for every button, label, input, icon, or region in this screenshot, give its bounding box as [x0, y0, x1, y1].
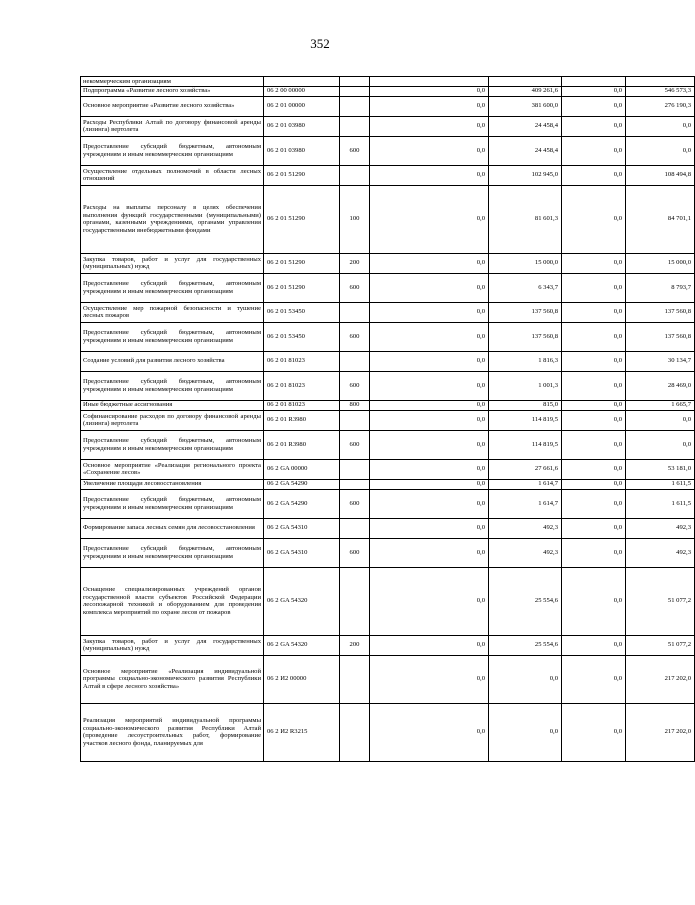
row-expense-type-cell: 600	[340, 136, 370, 165]
row-value-b-cell: 102 945,0	[489, 165, 562, 185]
row-value-b-cell: 27 661,6	[489, 459, 562, 479]
row-value-a-cell: 0,0	[370, 322, 489, 351]
table-row	[81, 136, 695, 165]
table-row	[81, 302, 695, 322]
row-code-cell: 06 2 GA 00000	[264, 459, 340, 479]
row-value-a-cell: 0,0	[370, 253, 489, 273]
row-value-d-cell: 108 494,8	[626, 165, 695, 185]
table-row	[81, 567, 695, 635]
row-value-b-cell: 24 458,4	[489, 116, 562, 136]
row-value-b-cell: 492,3	[489, 518, 562, 538]
row-value-b-cell: 1 816,3	[489, 351, 562, 371]
table-row	[81, 400, 695, 410]
row-name-cell: Предоставление субсидий бюджетным, автономным учреждениям и иным некоммерческим организациям	[81, 136, 264, 165]
row-code-cell: 06 2 01 81023	[264, 400, 340, 410]
row-value-b-cell: 114 819,5	[489, 430, 562, 459]
row-value-c-cell: 0,0	[562, 538, 626, 567]
row-value-d-cell: 51 077,2	[626, 635, 695, 655]
row-value-b-cell: 25 554,6	[489, 635, 562, 655]
row-value-c-cell: 0,0	[562, 655, 626, 703]
table-row	[81, 96, 695, 116]
table-row	[81, 703, 695, 761]
row-code-cell: 06 2 01 51290	[264, 253, 340, 273]
row-name-cell: Предоставление субсидий бюджетным, автономным учреждениям и иным некоммерческим организациям	[81, 273, 264, 302]
row-value-c-cell: 0,0	[562, 489, 626, 518]
row-value-a-cell: 0,0	[370, 371, 489, 400]
row-value-d-cell: 217 202,0	[626, 655, 695, 703]
row-code-cell: 06 2 01 R3980	[264, 430, 340, 459]
table-row	[81, 351, 695, 371]
row-name-cell: Расходы Республики Алтай по договору финансовой аренды (лизинга) вертолета	[81, 116, 264, 136]
table-row	[81, 185, 695, 253]
row-value-d-cell	[626, 77, 695, 87]
row-expense-type-cell	[340, 77, 370, 87]
row-name-cell: Предоставление субсидий бюджетным, автономным учреждениям и иным некоммерческим организациям	[81, 371, 264, 400]
row-value-d-cell: 276 190,3	[626, 96, 695, 116]
row-value-a-cell: 0,0	[370, 86, 489, 96]
row-expense-type-cell: 600	[340, 430, 370, 459]
row-value-c-cell: 0,0	[562, 635, 626, 655]
row-value-a-cell: 0,0	[370, 302, 489, 322]
row-expense-type-cell	[340, 116, 370, 136]
row-name-cell: Предоставление субсидий бюджетным, автономным учреждениям и иным некоммерческим организациям	[81, 430, 264, 459]
row-value-c-cell: 0,0	[562, 96, 626, 116]
row-expense-type-cell	[340, 459, 370, 479]
row-value-a-cell: 0,0	[370, 703, 489, 761]
row-code-cell: 06 2 И2 R3215	[264, 703, 340, 761]
row-value-d-cell: 84 701,1	[626, 185, 695, 253]
row-expense-type-cell: 600	[340, 489, 370, 518]
row-value-d-cell: 217 202,0	[626, 703, 695, 761]
table-row	[81, 459, 695, 479]
page-number: 352	[310, 36, 330, 51]
row-expense-type-cell: 800	[340, 400, 370, 410]
row-value-b-cell: 0,0	[489, 655, 562, 703]
row-value-a-cell: 0,0	[370, 116, 489, 136]
row-code-cell: 06 2 01 53450	[264, 302, 340, 322]
row-value-d-cell: 492,3	[626, 538, 695, 567]
row-expense-type-cell: 600	[340, 322, 370, 351]
row-name-cell: Формирование запаса лесных семян для лесовосстановления	[81, 518, 264, 538]
table-row	[81, 489, 695, 518]
row-value-a-cell: 0,0	[370, 655, 489, 703]
row-value-d-cell: 1 611,5	[626, 479, 695, 489]
row-value-d-cell: 1 611,5	[626, 489, 695, 518]
row-expense-type-cell	[340, 655, 370, 703]
row-value-d-cell: 0,0	[626, 116, 695, 136]
row-value-b-cell: 137 560,8	[489, 302, 562, 322]
row-value-c-cell: 0,0	[562, 430, 626, 459]
row-value-c-cell: 0,0	[562, 253, 626, 273]
table-row	[81, 655, 695, 703]
table-row	[81, 518, 695, 538]
table-row	[81, 86, 695, 96]
row-value-b-cell: 1 001,3	[489, 371, 562, 400]
row-value-b-cell: 1 614,7	[489, 479, 562, 489]
row-value-d-cell: 0,0	[626, 136, 695, 165]
row-name-cell: Основное мероприятие «Развитие лесного хозяйства»	[81, 96, 264, 116]
row-value-b-cell: 492,3	[489, 538, 562, 567]
row-value-a-cell	[370, 77, 489, 87]
row-expense-type-cell	[340, 302, 370, 322]
row-code-cell: 06 2 GA 54290	[264, 489, 340, 518]
row-code-cell: 06 2 00 00000	[264, 86, 340, 96]
row-expense-type-cell: 200	[340, 635, 370, 655]
row-code-cell: 06 2 GA 54310	[264, 538, 340, 567]
table-row	[81, 322, 695, 351]
table-row	[81, 165, 695, 185]
row-name-cell: Расходы на выплаты персоналу в целях обеспечения выполнения функций государственными (муниципальными) органами, казенными учреждениями, органами управления государственными внебюджетными фондами	[81, 185, 264, 253]
row-value-d-cell: 51 077,2	[626, 567, 695, 635]
row-value-d-cell: 28 469,0	[626, 371, 695, 400]
row-value-c-cell: 0,0	[562, 322, 626, 351]
row-code-cell: 06 2 GA 54320	[264, 635, 340, 655]
row-value-a-cell: 0,0	[370, 136, 489, 165]
row-value-d-cell: 53 181,0	[626, 459, 695, 479]
row-code-cell: 06 2 И2 00000	[264, 655, 340, 703]
row-value-c-cell: 0,0	[562, 400, 626, 410]
table-row	[81, 253, 695, 273]
row-name-cell: Предоставление субсидий бюджетным, автономным учреждениям и иным некоммерческим организациям	[81, 538, 264, 567]
row-value-c-cell: 0,0	[562, 116, 626, 136]
row-name-cell: Закупка товаров, работ и услуг для государственных (муниципальных) нужд	[81, 635, 264, 655]
row-value-c-cell: 0,0	[562, 479, 626, 489]
row-value-c-cell: 0,0	[562, 86, 626, 96]
row-expense-type-cell	[340, 86, 370, 96]
row-name-cell: Осуществление отдельных полномочий в области лесных отношений	[81, 165, 264, 185]
row-code-cell: 06 2 01 00000	[264, 96, 340, 116]
row-value-b-cell: 137 560,8	[489, 322, 562, 351]
row-name-cell: Увеличение площади лесовосстановления	[81, 479, 264, 489]
row-expense-type-cell	[340, 703, 370, 761]
row-value-b-cell: 15 000,0	[489, 253, 562, 273]
row-value-a-cell: 0,0	[370, 430, 489, 459]
row-code-cell: 06 2 01 81023	[264, 351, 340, 371]
row-value-c-cell: 0,0	[562, 459, 626, 479]
row-code-cell: 06 2 01 53450	[264, 322, 340, 351]
row-value-d-cell: 8 793,7	[626, 273, 695, 302]
row-code-cell: 06 2 01 51290	[264, 185, 340, 253]
row-code-cell: 06 2 01 51290	[264, 165, 340, 185]
row-value-b-cell: 815,0	[489, 400, 562, 410]
row-expense-type-cell	[340, 410, 370, 430]
row-value-a-cell: 0,0	[370, 479, 489, 489]
table-row	[81, 77, 695, 87]
row-value-c-cell: 0,0	[562, 371, 626, 400]
row-value-a-cell: 0,0	[370, 567, 489, 635]
row-value-a-cell: 0,0	[370, 518, 489, 538]
row-value-d-cell: 0,0	[626, 430, 695, 459]
row-value-d-cell: 1 665,7	[626, 400, 695, 410]
row-expense-type-cell	[340, 479, 370, 489]
row-value-a-cell: 0,0	[370, 273, 489, 302]
row-code-cell	[264, 77, 340, 87]
row-value-c-cell: 0,0	[562, 185, 626, 253]
row-code-cell: 06 2 01 51290	[264, 273, 340, 302]
table-row	[81, 635, 695, 655]
row-value-c-cell	[562, 77, 626, 87]
row-expense-type-cell: 100	[340, 185, 370, 253]
table-row	[81, 430, 695, 459]
table-row	[81, 538, 695, 567]
row-value-b-cell: 114 819,5	[489, 410, 562, 430]
row-name-cell: Подпрограмма «Развитие лесного хозяйства»	[81, 86, 264, 96]
row-value-b-cell: 81 601,3	[489, 185, 562, 253]
row-value-b-cell: 6 343,7	[489, 273, 562, 302]
row-expense-type-cell	[340, 567, 370, 635]
row-value-a-cell: 0,0	[370, 635, 489, 655]
row-expense-type-cell: 600	[340, 273, 370, 302]
row-value-c-cell: 0,0	[562, 165, 626, 185]
table-row	[81, 116, 695, 136]
row-value-a-cell: 0,0	[370, 165, 489, 185]
row-name-cell: Софинансирование расходов по договору финансовой аренды (лизинга) вертолета	[81, 410, 264, 430]
row-name-cell: Оснащение специализированных учреждений органов государственной власти субъектов Российской Федерации лесопожарной техникой и оборудованием для проведения комплекса мероприятий по охране лесов от пожаров	[81, 567, 264, 635]
row-value-a-cell: 0,0	[370, 400, 489, 410]
row-expense-type-cell: 600	[340, 538, 370, 567]
budget-table-body	[81, 77, 695, 762]
row-value-c-cell: 0,0	[562, 518, 626, 538]
row-value-a-cell: 0,0	[370, 410, 489, 430]
row-value-a-cell: 0,0	[370, 459, 489, 479]
row-value-d-cell: 0,0	[626, 410, 695, 430]
row-expense-type-cell: 600	[340, 371, 370, 400]
row-expense-type-cell	[340, 518, 370, 538]
row-value-d-cell: 15 000,0	[626, 253, 695, 273]
table-row	[81, 371, 695, 400]
row-value-c-cell: 0,0	[562, 703, 626, 761]
row-name-cell: Закупка товаров, работ и услуг для государственных (муниципальных) нужд	[81, 253, 264, 273]
row-value-c-cell: 0,0	[562, 410, 626, 430]
row-code-cell: 06 2 GA 54290	[264, 479, 340, 489]
row-value-b-cell: 381 600,0	[489, 96, 562, 116]
row-expense-type-cell	[340, 351, 370, 371]
row-name-cell: Создание условий для развития лесного хозяйства	[81, 351, 264, 371]
row-value-c-cell: 0,0	[562, 302, 626, 322]
row-name-cell: Основное мероприятие «Реализация регионального проекта «Сохранение лесов»	[81, 459, 264, 479]
row-code-cell: 06 2 01 03980	[264, 136, 340, 165]
row-code-cell: 06 2 01 R3980	[264, 410, 340, 430]
row-value-c-cell: 0,0	[562, 273, 626, 302]
row-value-b-cell: 1 614,7	[489, 489, 562, 518]
row-value-b-cell: 0,0	[489, 703, 562, 761]
row-expense-type-cell: 200	[340, 253, 370, 273]
row-value-b-cell: 409 261,6	[489, 86, 562, 96]
row-name-cell: Иные бюджетные ассигнования	[81, 400, 264, 410]
row-value-c-cell: 0,0	[562, 567, 626, 635]
row-name-cell: Реализация мероприятий индивидуальной программы социально-экономического развития Республики Алтай (проведение лесоустроительных работ, формирование участков лесного фонда, планируемых для	[81, 703, 264, 761]
row-value-b-cell: 24 458,4	[489, 136, 562, 165]
row-name-cell: Предоставление субсидий бюджетным, автономным учреждениям и иным некоммерческим организациям	[81, 489, 264, 518]
table-row	[81, 479, 695, 489]
table-row	[81, 410, 695, 430]
row-value-c-cell: 0,0	[562, 351, 626, 371]
row-name-cell: Основное мероприятие «Реализация индивидуальной программы социально-экономического развития Республики Алтай в сфере лесного хозяйства»	[81, 655, 264, 703]
row-value-c-cell: 0,0	[562, 136, 626, 165]
row-value-a-cell: 0,0	[370, 351, 489, 371]
row-value-d-cell: 492,3	[626, 518, 695, 538]
row-name-cell: Предоставление субсидий бюджетным, автономным учреждениям и иным некоммерческим организациям	[81, 322, 264, 351]
row-expense-type-cell	[340, 165, 370, 185]
row-code-cell: 06 2 01 81023	[264, 371, 340, 400]
row-name-cell: Осуществление мер пожарной безопасности и тушение лесных пожаров	[81, 302, 264, 322]
row-expense-type-cell	[340, 96, 370, 116]
budget-table	[80, 76, 695, 762]
row-value-d-cell: 30 134,7	[626, 351, 695, 371]
row-value-a-cell: 0,0	[370, 538, 489, 567]
row-code-cell: 06 2 GA 54310	[264, 518, 340, 538]
row-value-a-cell: 0,0	[370, 96, 489, 116]
row-value-d-cell: 137 560,8	[626, 322, 695, 351]
row-value-d-cell: 546 573,3	[626, 86, 695, 96]
row-value-a-cell: 0,0	[370, 489, 489, 518]
row-name-cell: некоммерческим организациям	[81, 77, 264, 87]
row-value-a-cell: 0,0	[370, 185, 489, 253]
row-value-b-cell: 25 554,6	[489, 567, 562, 635]
row-value-d-cell: 137 560,8	[626, 302, 695, 322]
row-code-cell: 06 2 GA 54320	[264, 567, 340, 635]
row-value-b-cell	[489, 77, 562, 87]
row-code-cell: 06 2 01 03980	[264, 116, 340, 136]
table-row	[81, 273, 695, 302]
